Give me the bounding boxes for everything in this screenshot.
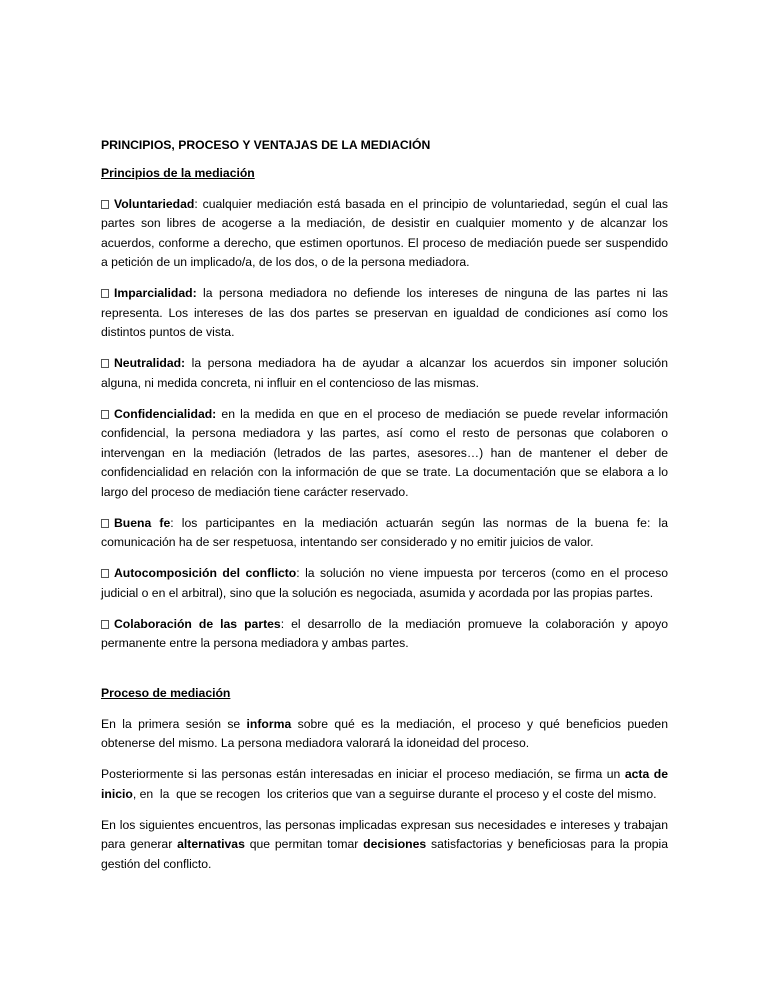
principle-term: Neutralidad:	[114, 356, 186, 370]
proceso-paragraph-2	[101, 765, 668, 804]
document-title: PRINCIPIOS, PROCESO Y VENTAJAS DE LA MEDIACIÓN	[101, 138, 431, 152]
principle-voluntariedad	[101, 195, 668, 273]
bullet-box-icon	[101, 359, 109, 368]
principle-imparcialidad	[101, 284, 668, 343]
principle-term: Voluntariedad	[114, 196, 195, 211]
text: satisfactorias y beneficiosas para la propia gestión del conflicto.	[101, 837, 668, 871]
document-page	[101, 136, 668, 886]
principle-term: Autocomposición del conflicto	[114, 566, 297, 580]
principle-term: Colaboración de las partes	[114, 616, 281, 631]
principle-text: los participantes en la mediación actuarán según las normas de la buena fe: la comunicación ha de ser respetuosa, intentando ser considerado y no emitir juicios de valor.	[101, 515, 668, 549]
bold-text: decisiones	[363, 837, 427, 851]
bullet-box-icon	[101, 200, 109, 209]
text: sobre qué es la mediación, el proceso y qué beneficios pueden obtenerse del mismo. La persona mediadora valorará la idoneidad del proceso.	[101, 716, 668, 750]
bold-text: alternativas	[177, 837, 245, 851]
principle-term: Confidencialidad:	[114, 406, 217, 421]
text: que permitan tomar	[244, 837, 364, 851]
principle-term: Imparcialidad:	[114, 286, 197, 300]
principle-text: el desarrollo de la mediación promueve la colaboración y apoyo permanente entre la persona mediadora y ambas partes.	[101, 616, 669, 650]
principle-confidencialidad	[101, 405, 668, 503]
bullet-box-icon	[101, 569, 109, 578]
principle-buena-fe	[101, 514, 668, 553]
principle-text: la persona mediadora no defiende los intereses de ninguna de las partes ni las representa. Los intereses de las dos partes se preservan en igualdad de condiciones así como los distintos puntos de vista.	[101, 286, 668, 339]
principle-autocomposicion	[101, 564, 668, 603]
bold-text: informa	[246, 716, 292, 731]
principle-neutralidad	[101, 354, 668, 393]
text: En los siguientes encuentros, las personas implicadas expresan sus necesidades e intereses y trabajan para generar	[101, 817, 668, 851]
proceso-paragraph-1	[101, 715, 668, 754]
proceso-paragraph-3	[101, 816, 668, 875]
sep: :	[170, 515, 174, 530]
principle-colaboracion	[101, 615, 668, 654]
bullet-box-icon	[101, 620, 109, 629]
sep: :	[296, 566, 300, 580]
principle-text: cualquier mediación está basada en el principio de voluntariedad, según el cual las partes son libres de acogerse a la mediación, de desistir en cualquier momento y de alcanzar los acuerdos, conforme a derecho, que estimen oportunos. El proceso de mediación puede ser suspendido a petición de un implicado/a, de los dos, o de la persona mediadora.	[101, 196, 668, 269]
principle-text: en la medida en que en el proceso de mediación se puede revelar información confidencial, la persona mediadora y las partes, así como el resto de personas que colaboren o intervengan en la mediación (letrados de las partes, asesores…) han de mantener el deber de confidencialidad en relación con la información de que se trate. La documentación que se elabora a lo largo del proceso de mediación tiene carácter reservado.	[101, 406, 668, 499]
bullet-box-icon	[101, 289, 109, 298]
text: Posteriormente si las personas están interesadas en iniciar el proceso mediación, se firma un	[101, 767, 625, 781]
bullet-box-icon	[101, 519, 109, 528]
bold-text: acta de inicio	[101, 767, 668, 801]
section-heading-proceso: Proceso de mediación	[101, 685, 231, 700]
principle-text: la persona mediadora ha de ayudar a alcanzar los acuerdos sin imponer solución alguna, ni medida concreta, ni influir en el contencioso de las mismas.	[101, 356, 668, 390]
sep: :	[194, 196, 198, 211]
sep: :	[280, 616, 285, 631]
principle-term: Buena fe	[114, 515, 171, 530]
text: , en la que se recogen los criterios que van a seguirse durante el proceso y el coste del mismo.	[132, 786, 657, 801]
principle-text: la solución no viene impuesta por terceros (como en el proceso judicial o en el arbitral), sino que la solución es negociada, asumida y acordada por las propias partes.	[101, 566, 668, 600]
bullet-box-icon	[101, 410, 109, 419]
text: En la primera sesión se	[101, 716, 247, 731]
section-heading-principios: Principios de la mediación	[101, 165, 255, 180]
